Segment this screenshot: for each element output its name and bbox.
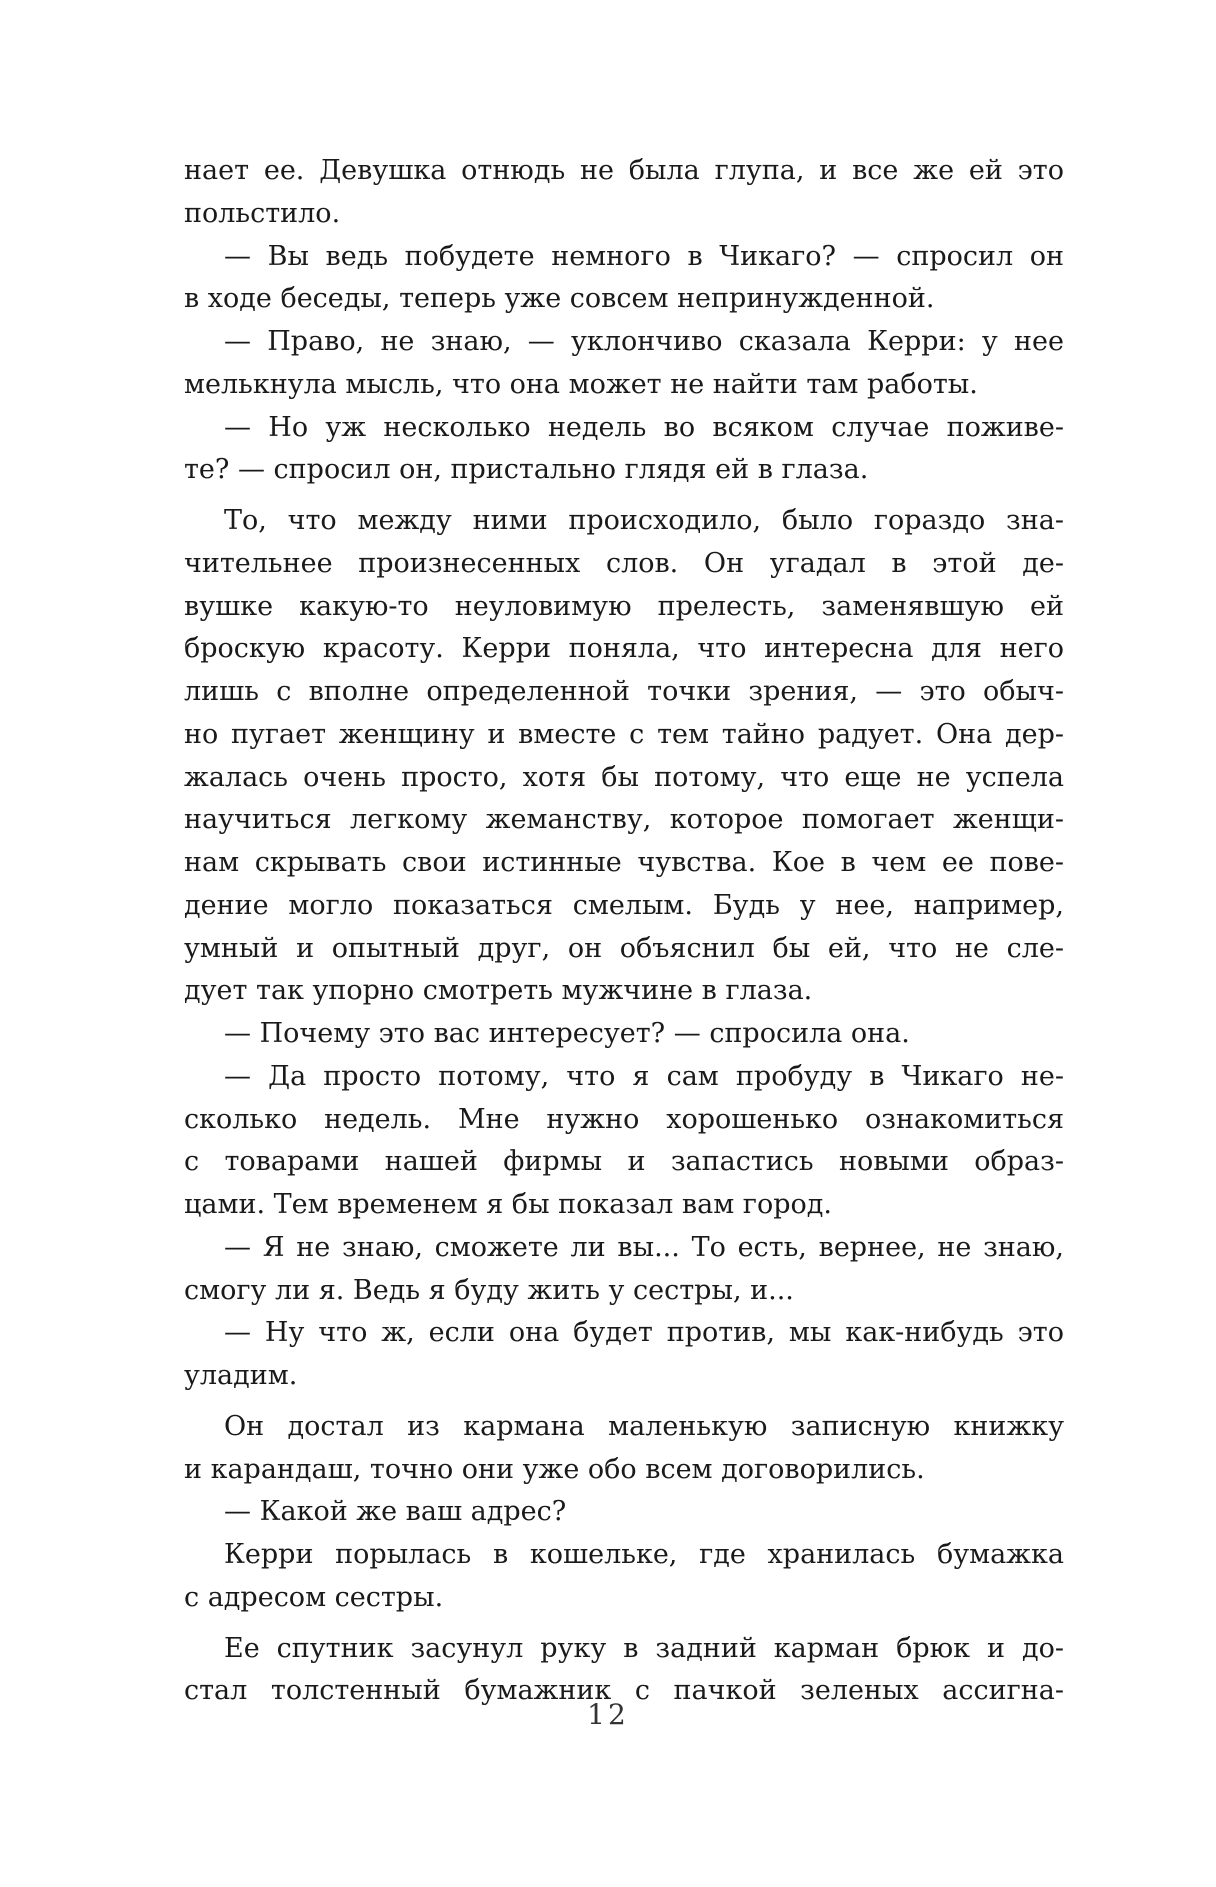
- text-line: стал толстенный бумажник с пачкой зеленых ассигна-: [184, 1675, 1064, 1707]
- body-text: [184, 150, 1064, 1713]
- text-line: смогу ли я. Ведь я буду жить у сестры, и...: [184, 1274, 794, 1306]
- text-line: польстило.: [184, 197, 341, 229]
- text-line: умный и опытный друг, он объяснил бы ей, что не сле-: [184, 932, 1064, 964]
- text-line: цами. Тем временем я бы показал вам город.: [184, 1189, 832, 1220]
- text-line: броскую красоту. Керри поняла, что интересна для него: [184, 633, 1064, 665]
- text-line: Керри порылась в кошельке, где хранилась бумажка: [224, 1539, 1064, 1570]
- text-line: — Да просто потому, что я сам пробуду в Чикаго не-: [224, 1060, 1064, 1092]
- text-line: — Какой же ваш адрес?: [224, 1496, 567, 1528]
- text-line: — Но уж несколько недель во всяком случае поживе-: [224, 411, 1064, 443]
- text-line: сколько недель. Мне нужно хорошенько ознакомиться: [184, 1103, 1064, 1135]
- text-line: научиться легкому жеманству, которое помогает женщи-: [184, 804, 1064, 836]
- text-line: но пугает женщину и вместе с тем тайно радует. Она дер-: [184, 718, 1064, 750]
- text-line: — Вы ведь побудете немного в Чикаго? — спросил он: [224, 240, 1064, 272]
- text-line: мелькнула мысль, что она может не найти там работы.: [184, 368, 978, 400]
- text-line: дение могло показаться смелым. Будь у нее, например,: [184, 889, 1064, 921]
- text-line: Он достал из кармана маленькую записную книжку: [224, 1410, 1064, 1442]
- text-line: лишь с вполне определенной точки зрения, — это обыч-: [184, 676, 1064, 707]
- text-line: в ходе беседы, теперь уже совсем непринужденной.: [184, 283, 935, 315]
- text-line: те? — спросил он, пристально глядя ей в глаза.: [184, 454, 869, 486]
- text-line: нает ее. Девушка отнюдь не была глупа, и все же ей это: [184, 155, 1064, 186]
- text-line: уладим.: [184, 1360, 298, 1391]
- page-number: 12: [587, 1698, 629, 1731]
- text-line: — Право, не знаю, — уклончиво сказала Керри: у нее: [224, 326, 1064, 357]
- text-line: чительнее произнесенных слов. Он угадал в этой де-: [184, 547, 1064, 579]
- text-line: с товарами нашей фирмы и запастись новыми образ-: [184, 1146, 1064, 1178]
- text-line: дует так упорно смотреть мужчине в глаза.: [184, 975, 813, 1007]
- text-line: — Я не знаю, сможете ли вы... То есть, вернее, не знаю,: [224, 1231, 1064, 1263]
- text-line: с адресом сестры.: [184, 1581, 444, 1613]
- text-line: и карандаш, точно они уже обо всем договорились.: [184, 1453, 925, 1485]
- text-line: — Почему это вас интересует? — спросила она.: [224, 1018, 910, 1049]
- text-line: — Ну что ж, если она будет против, мы как-нибудь это: [224, 1317, 1064, 1349]
- text-line: жалась очень просто, хотя бы потому, что еще не успела: [184, 761, 1064, 793]
- text-line: нам скрывать свои истинные чувства. Кое в чем ее пове-: [184, 847, 1064, 878]
- text-line: То, что между ними происходило, было гораздо зна-: [224, 505, 1064, 536]
- text-line: вушке какую-то неуловимую прелесть, заменявшую ей: [184, 590, 1064, 622]
- text-line: Ее спутник засунул руку в задний карман брюк и до-: [224, 1632, 1064, 1664]
